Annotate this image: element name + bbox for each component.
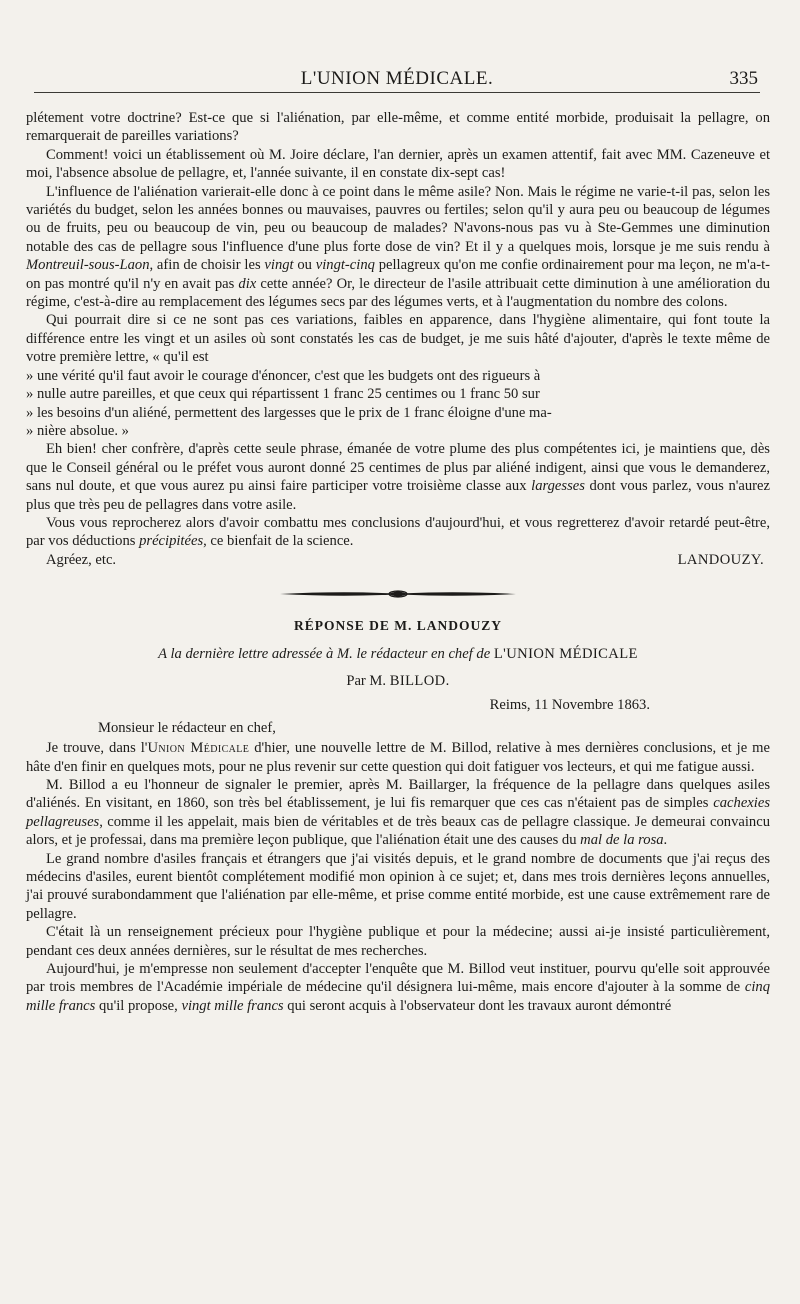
text-run: plétement votre doctrine? Est-ce que si l'aliénation, par elle-même, et comme entité morbide, produisait la pellagre, on remarquerait de pareilles variations? <box>26 110 770 145</box>
italic-run: cachexies pellagreuses <box>26 795 770 830</box>
text-run: C'était là un renseignement précieux pour l'hygiène publique et pour la médecine; aussi ai-je insisté particulièrement, pendant ces deux années dernières, sur le résultat de mes recherches. <box>26 924 770 959</box>
quoted-line <box>26 404 770 422</box>
journal-title: L'UNION MÉDICALE. <box>300 68 494 89</box>
text-run: Qui pourrait dire si ce ne sont pas ces variations, faibles en apparence, dans l'hygiène alimentaire, qui font toute la différence entre les vingt et un asiles où sont constatés les cas de budget, je me suis hâté d'ajouter, d'après le texte même de votre première lettre, « qu'il est <box>26 312 770 366</box>
paragraph <box>26 923 770 960</box>
signature: LANDOUZY. <box>677 551 764 568</box>
italic-run: Montreuil-sous-Laon <box>26 257 150 274</box>
letter-closing <box>26 551 770 569</box>
paragraph <box>26 850 770 924</box>
reply-body <box>26 739 770 1015</box>
text-run: , afin de choisir les <box>149 257 265 274</box>
section-subtitle <box>26 645 770 663</box>
article-body <box>26 109 770 1015</box>
text-run: cette année? Or, le directeur de l'asile attribuait cette diminution à une amélioration du régime, c'est-à-dire au remplacement des légumes secs par des légumes verts, et à l'augmentation du nombre des colons. <box>26 275 770 311</box>
text-run: pellagreux qu'on me confie ordinairement pour ma leçon, ne m'a-t-on pas montré qu'il n'y en avait pas <box>26 257 771 292</box>
paragraph <box>26 183 770 312</box>
text-run: Comment! voici un établissement où M. Joire déclare, l'an dernier, après un examen attentif, fait avec MM. Cazeneuve et moi, l'absence absolue de pellagre, et, l'année suivante, il en constate dix-sept cas! <box>26 146 770 182</box>
text-run: Vous vous reprocherez alors d'avoir combattu mes conclusions d'aujourd'hui, et vous regretterez d'avoir retardé peut-être, par vos déductions <box>26 514 770 550</box>
paragraph <box>26 146 770 183</box>
text-run: qui seront acquis à l'observateur dont les travaux auront démontré <box>283 997 672 1014</box>
text-run: » les besoins d'un aliéné, permettent des largesses que le prix de 1 franc éloigne d'une ma- <box>26 404 552 421</box>
paragraph <box>26 109 770 146</box>
subtitle-journal: L'UNION MÉDICALE <box>493 645 638 662</box>
letter-landouzy <box>26 109 770 551</box>
quoted-line <box>26 422 770 440</box>
text-run: , ce bienfait de la science. <box>203 533 354 550</box>
quoted-line <box>26 385 770 403</box>
italic-run: mal de la rosa <box>580 832 664 849</box>
italic-run: vingt <box>264 257 294 274</box>
text-run: Le grand nombre d'asiles français et étrangers que j'ai visités depuis, et le grand nombre de documents que j'ai reçus des médecins d'asiles, eurent bientôt complétement modifié mon opinion à ce sujet; et, dans mes trois dernières leçons annuelles, j'ai prouvé surabondamment que l'aliénation par elle-même, et prise comme entité morbide, est une cause extrêmement rare de pellagre. <box>26 850 770 922</box>
text-run: qu'il propose, <box>95 997 182 1014</box>
paragraph <box>26 440 770 514</box>
text-run: d'hier, une nouvelle lettre de M. Billod, relative à mes dernières conclusions, et je me hâte d'en finir en quelques mots, pour ne plus revenir sur cette question qui doit fatiguer vos lecteurs, et qui me fatigue aussi. <box>26 740 771 775</box>
salutation: Monsieur le rédacteur en chef, <box>98 719 276 736</box>
text-run: Aujourd'hui, je m'empresse non seulement d'accepter l'enquête que M. Billod veut instituer, pourvu qu'elle soit approuvée par trois membres de l'Académie impériale de médecine qu'il désignera lui-même, mais encore d'ajouter à la somme de <box>26 961 770 996</box>
text-run: ou <box>293 257 316 274</box>
quoted-line <box>26 367 770 385</box>
section-title: RÉPONSE DE M. LANDOUZY <box>293 618 502 634</box>
author-line <box>26 672 770 690</box>
italic-run: largesses <box>531 478 585 495</box>
text-run: dont vous parlez, vous n'aurez plus que très peu de pellagres dans votre asile. <box>26 478 770 513</box>
dateline: Reims, 11 Novembre 1863. <box>489 697 650 714</box>
closing-formula: Agréez, etc. <box>46 551 117 568</box>
text-run: » une vérité qu'il faut avoir le courage d'énoncer, c'est que les budgets ont des rigueurs à <box>26 367 541 384</box>
italic-run: précipitées <box>139 533 204 550</box>
italic-run: vingt mille francs <box>181 997 284 1014</box>
text-run: M. Billod a eu l'honneur de signaler le premier, après M. Baillarger, la fréquence de la pellagre dans quelques asiles d'aliénés. En visitant, en 1860, son très bel établissement, je lui fis remarquer que ces cas n'étaient pas de simples <box>26 777 770 812</box>
italic-run: dix <box>238 275 257 292</box>
paragraph <box>26 311 770 366</box>
section-divider <box>26 589 770 599</box>
paragraph <box>26 960 770 1015</box>
text-run: , comme il les appelait, mais bien de véritables et de très beaux cas de pellagre classique. Je demeurai convaincu alors, et je professai, dans ma première leçon publique, que l'aliénation était une des causes du <box>26 813 770 849</box>
running-head <box>34 66 760 93</box>
text-run: » nière absolue. » <box>26 422 129 439</box>
subtitle-italic: A la dernière lettre adressée à M. le rédacteur en chef de <box>158 645 491 662</box>
paragraph <box>26 739 770 776</box>
paragraph <box>26 776 770 850</box>
italic-run: vingt-cinq <box>315 257 375 274</box>
ornament-rule-icon <box>278 589 518 599</box>
text-run: » nulle autre pareilles, et que ceux qui répartissent 1 franc 25 centimes ou 1 franc 50 sur <box>26 386 540 403</box>
italic-run: cinq mille francs <box>26 979 770 1014</box>
text-run: L'influence de l'aliénation varierait-elle donc à ce point dans le même asile? Non. Mais le régime ne varie-t-il pas, selon les variétés du budget, selon les années bonnes ou mauvaises, pauvres ou fertiles; selon qu'il y aura peu ou beaucoup de légumes ou de fruits, peu ou beaucoup de vin, peu ou beaucoup de malades? N'avons-nous pas vu à Ste-Gemmes une diminution notable des cas de pellagre sous l'influence d'une plus forte dose de vin? Et il y a quelques mois, lorsque je me suis rendu à <box>26 183 770 255</box>
text-run: Eh bien! cher confrère, d'après cette seule phrase, émanée de votre plume des plus compétentes ici, je maintiens que, dès que le Conseil général ou le préfet vous auront donné 25 centimes de plus par aliéné indigent, ainsi que vous le demanderez, sans nul doute, et que vous aurez pu ainsi faire participer votre troisième classe aux <box>26 441 770 495</box>
text-run: Je trouve, dans l' <box>46 740 148 757</box>
author-prefix: Par M. <box>346 672 387 689</box>
text-run: Union Médicale <box>147 740 250 757</box>
paragraph <box>26 514 770 551</box>
text-run: . <box>663 832 668 849</box>
author-name: BILLOD. <box>389 672 450 689</box>
page-number: 335 <box>729 68 758 89</box>
